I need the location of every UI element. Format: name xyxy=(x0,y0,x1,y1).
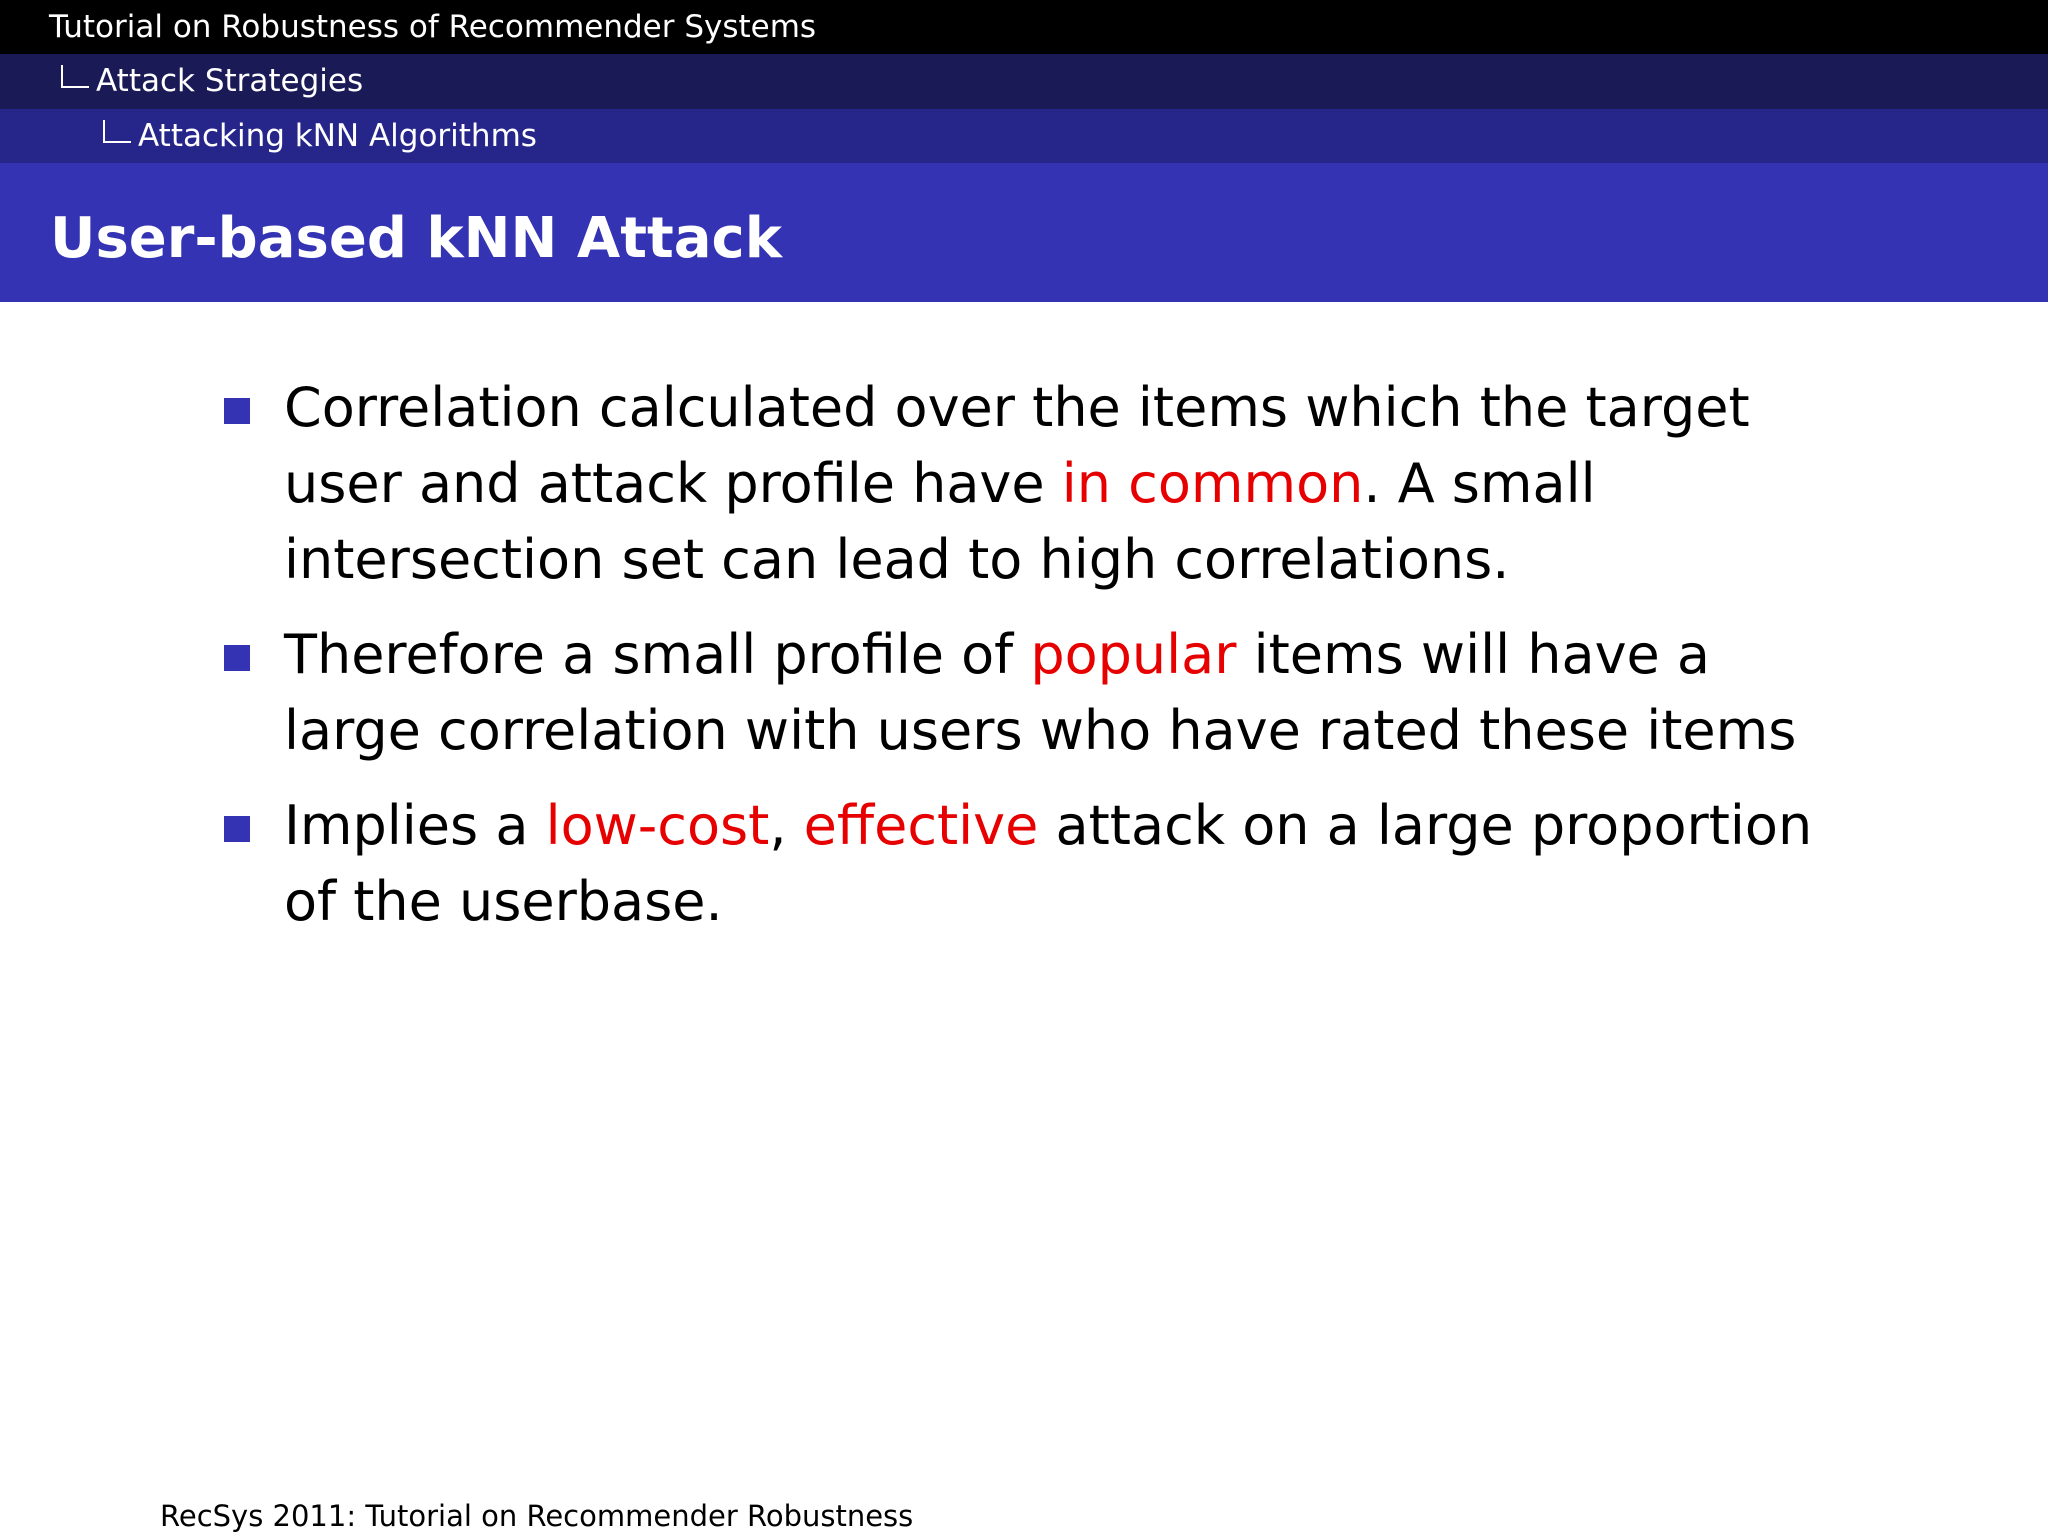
square-bullet-icon xyxy=(224,398,250,424)
slide-title: User-based kNN Attack xyxy=(50,206,782,271)
headline-presentation-title-bar xyxy=(0,0,2048,54)
headline-subsection-bar xyxy=(0,109,2048,163)
presentation-title: Tutorial on Robustness of Recommender Systems xyxy=(49,9,817,45)
bullet-text: . A small intersection set can lead to high correlations. xyxy=(284,452,1596,591)
bullet-item xyxy=(222,788,1862,940)
frame-title-bar xyxy=(0,163,2048,302)
square-bullet-icon xyxy=(224,645,250,671)
tree-connector-icon xyxy=(61,65,89,88)
bullet-highlight: in common xyxy=(1061,452,1364,515)
bullet-text: items will have a large correlation with users who have rated these items xyxy=(284,623,1797,762)
bullet-text: Implies a xyxy=(284,794,546,857)
tree-connector-icon xyxy=(103,120,131,143)
subsection-title: Attacking kNN Algorithms xyxy=(138,118,537,154)
bullet-text: Correlation calculated over the items which the target user and attack profile have xyxy=(284,376,1750,515)
square-bullet-icon xyxy=(224,816,250,842)
bullet-item xyxy=(222,370,1862,598)
bullet-item xyxy=(222,617,1862,769)
section-title: Attack Strategies xyxy=(96,63,364,99)
bullet-text: Therefore a small profile of xyxy=(284,623,1031,686)
bullet-highlight: popular xyxy=(1030,623,1237,686)
bullet-separator: , xyxy=(769,794,804,857)
bullet-highlight: effective xyxy=(803,794,1039,857)
bullet-highlight: low-cost xyxy=(545,794,770,857)
headline-section-bar xyxy=(0,54,2048,109)
bullet-text: attack on a large proportion of the userbase. xyxy=(284,794,1813,933)
footer-text: RecSys 2011: Tutorial on Recommender Robustness xyxy=(160,1499,914,1533)
bullet-list xyxy=(222,370,1862,959)
